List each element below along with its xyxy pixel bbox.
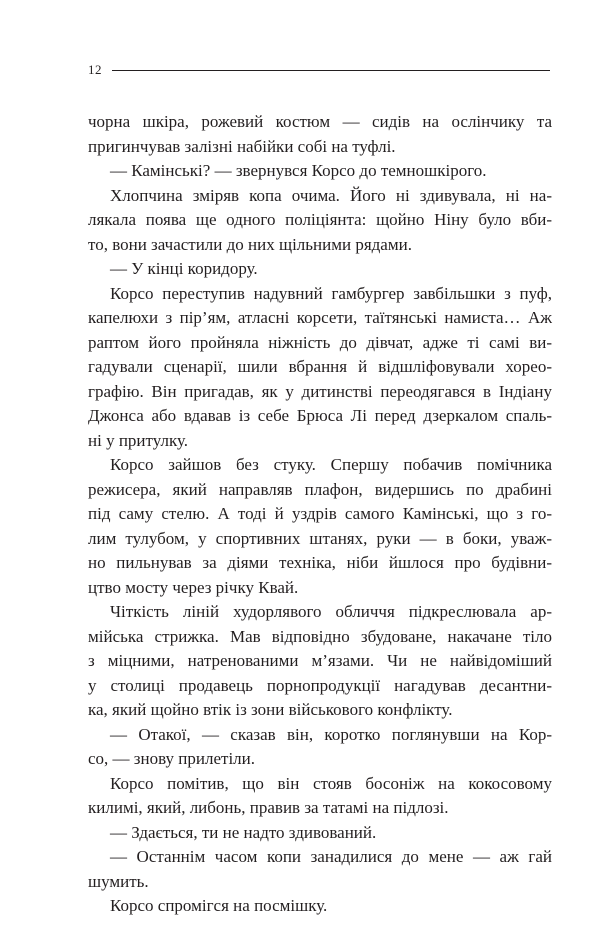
text-line: то, вони зачастили до них щільними рядами. — [88, 234, 412, 254]
text-line: — Отакої, — сказав він, коротко поглянувши на Кор- — [110, 724, 552, 744]
text-line: лякала поява ще одного поліціянта: щойно Ніну було вби- — [88, 210, 552, 229]
text-line: у столиці продавець порнопродукції нагадував десантни- — [88, 675, 552, 695]
text-line: капелюхи з пір’ям, атласні корсети, таїтянські намиста… Аж — [88, 308, 552, 327]
page-header — [88, 60, 550, 80]
header-rule — [112, 70, 550, 71]
text-line: чорна шкіра, рожевий костюм — сидів на ослінчику та — [88, 112, 552, 131]
text-line: — У кінці коридору. — [110, 259, 258, 278]
text-body — [88, 110, 552, 919]
text-line: Чіткість ліній худорлявого обличчя підкреслювала ар- — [110, 602, 552, 621]
text-line: — Останнім часом копи занадилися до мене — аж гай — [110, 847, 552, 866]
text-line: килимі, який, либонь, правив за татамі на підлозі. — [88, 798, 449, 817]
text-line: лим тулубом, у спортивних штанях, руки — в боки, уваж- — [88, 528, 552, 548]
text-line: пригинчував залізні набійки собі на туфлі. — [88, 136, 396, 156]
text-line: — Здається, ти не надто здивований. — [110, 822, 377, 842]
text-line: під саму стелю. А тоді й уздрів самого Камінські, що з го- — [88, 504, 552, 523]
text-line: Джонса або вдавав із себе Брюса Лі перед дзеркалом спаль- — [88, 406, 552, 425]
page-number: 12 — [88, 62, 102, 77]
text-line: цтво мосту через річку Квай. — [88, 577, 299, 597]
text-line: мійська стрижка. Мав відповідно збудоване, накачане тіло — [88, 626, 552, 646]
text-line: но пильнував за діями техніка, ніби йшлося про будівни- — [88, 553, 552, 572]
text-line: ні у притулку. — [88, 430, 189, 450]
text-line: шумить. — [88, 871, 149, 891]
text-line: режисера, який направляв плафон, видершись по драбині — [88, 479, 552, 499]
text-line: — Камінські? — звернувся Корсо до темношкірого. — [110, 161, 487, 180]
text-line: со, — знову прилетіли. — [88, 749, 256, 768]
text-line: ка, який щойно втік із зони військового конфлікту. — [88, 700, 453, 719]
text-line: графію. Він пригадав, як у дитинстві переодягався в Індіану — [88, 381, 552, 401]
text-line: гадували сценарії, шили вбрання й відшліфовували хорео- — [88, 357, 552, 376]
text-line: Корсо спромігся на посмішку. — [110, 896, 328, 915]
text-line: Корсо помітив, що він стояв босоніж на кокосовому — [110, 773, 552, 793]
text-line: Корсо зайшов без стуку. Спершу побачив помічника — [110, 455, 552, 474]
text-line: раптом його пройняла ніжність до дівчат, адже ті самі ви- — [88, 332, 552, 352]
text-line: Корсо переступив надувний гамбургер завбільшки з пуф, — [110, 283, 552, 303]
text-line: Хлопчина зміряв копа очима. Його ні здивувала, ні на- — [110, 185, 552, 205]
text-line: з міцними, натренованими м’язами. Чи не найвідоміший — [88, 651, 552, 670]
